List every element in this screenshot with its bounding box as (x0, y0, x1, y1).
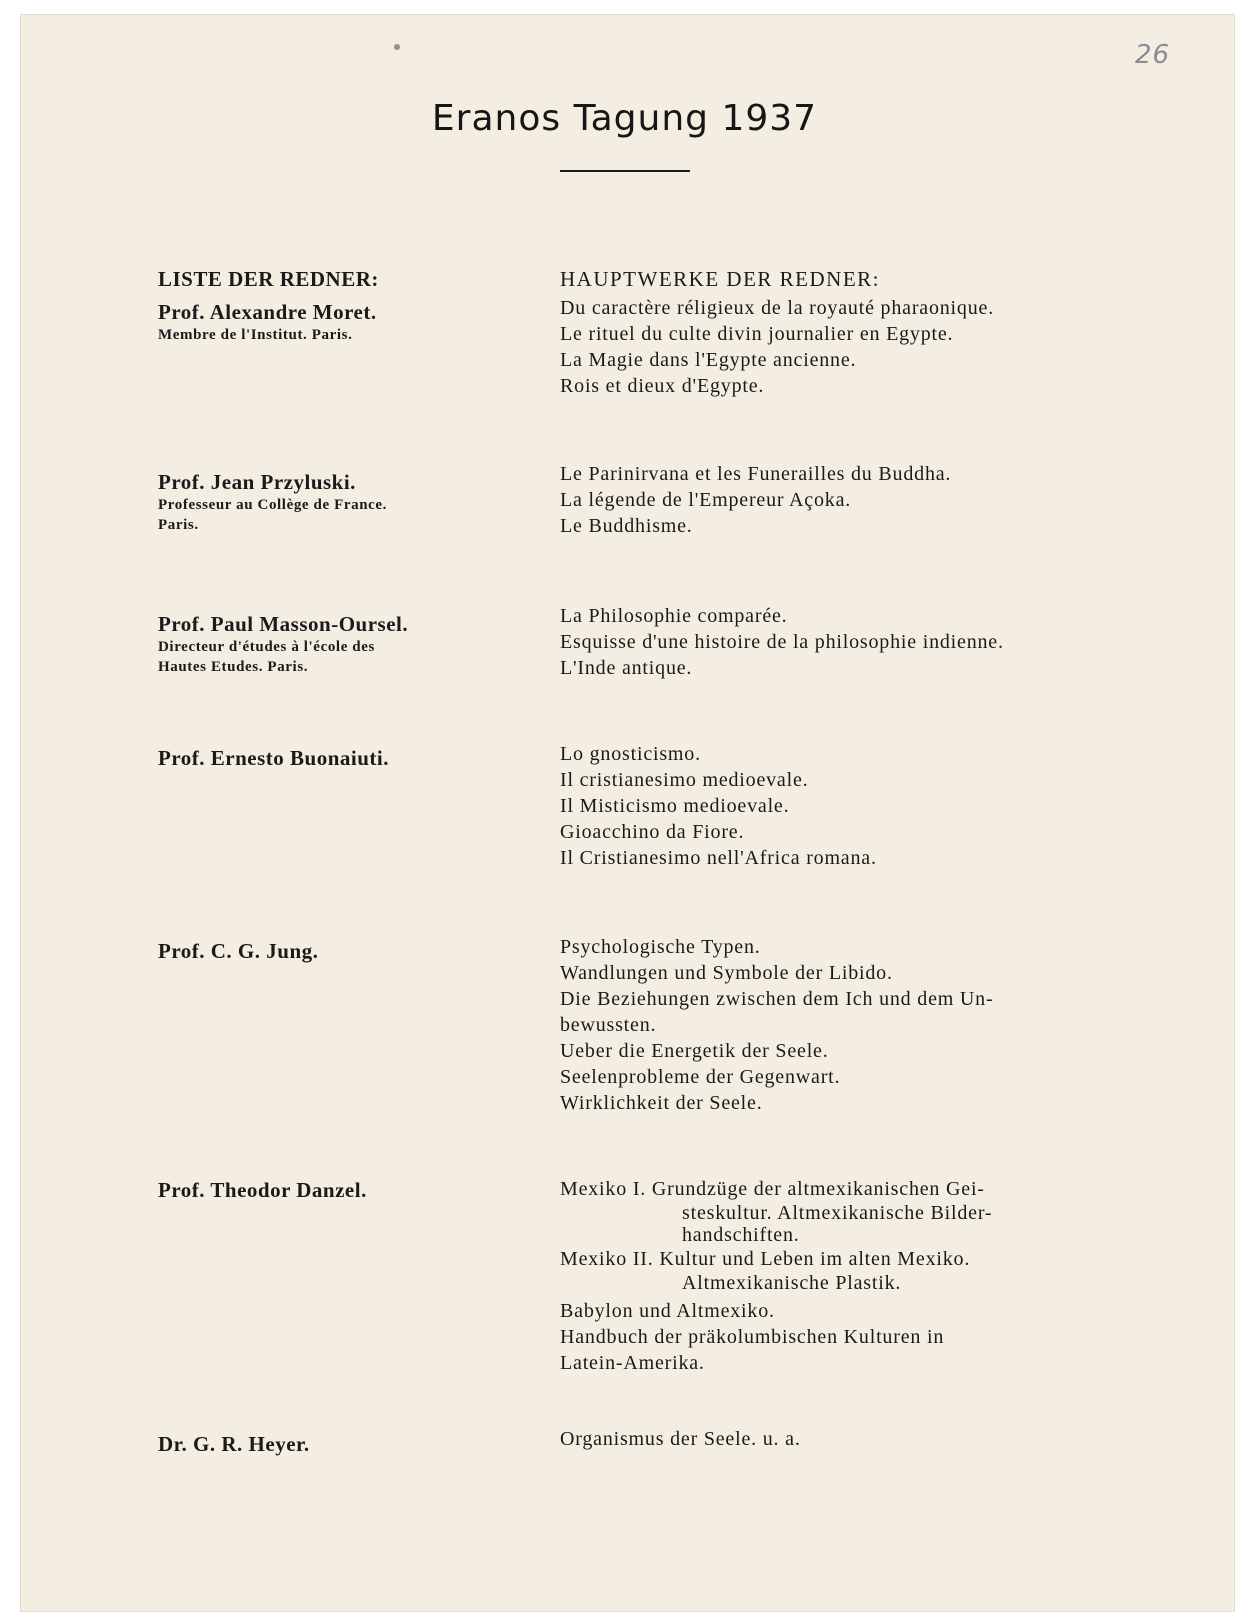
work-item: Ueber die Energetik der Seele. (560, 1040, 829, 1062)
ink-spot (394, 44, 400, 50)
title-underline (560, 170, 690, 172)
work-item: Wirklichkeit der Seele. (560, 1092, 763, 1114)
work-item: Du caractère réligieux de la royauté pharaonique. (560, 297, 994, 319)
work-item: La Magie dans l'Egypte ancienne. (560, 349, 857, 371)
work-item: Babylon und Altmexiko. (560, 1300, 775, 1322)
speaker-affiliation: Paris. (158, 517, 199, 533)
speaker-affiliation: Hautes Etudes. Paris. (158, 659, 309, 675)
speaker-affiliation: Membre de l'Institut. Paris. (158, 327, 353, 343)
work-item: Handbuch der präkolumbischen Kulturen in (560, 1326, 945, 1348)
work-item: Mexiko II. Kultur und Leben im alten Mexiko. (560, 1248, 971, 1270)
speaker-name: Prof. C. G. Jung. (158, 939, 319, 963)
work-item: Wandlungen und Symbole der Libido. (560, 962, 893, 984)
works-masson-oursel (560, 603, 1100, 681)
speaker-moret (158, 300, 518, 345)
speakers-heading: LISTE DER REDNER: (158, 267, 379, 291)
page-title: Eranos Tagung 1937 (431, 98, 818, 139)
work-item: L'Inde antique. (560, 657, 693, 679)
work-item: Organismus der Seele. u. a. (560, 1428, 801, 1450)
work-item: Lo gnosticismo. (560, 743, 701, 765)
speaker-buonaiuti (158, 746, 518, 771)
work-item: Die Beziehungen zwischen dem Ich und dem Un- (560, 988, 994, 1010)
work-item: bewussten. (560, 1014, 657, 1036)
works-heyer (560, 1426, 1100, 1452)
work-item: Gioacchino da Fiore. (560, 821, 745, 843)
speaker-danzel (158, 1178, 518, 1203)
speaker-name: Prof. Theodor Danzel. (158, 1178, 367, 1202)
works-danzel (560, 1176, 1100, 1376)
work-item: Le Buddhisme. (560, 515, 693, 537)
speaker-masson-oursel (158, 612, 518, 677)
page-number: 26 (1135, 40, 1171, 70)
work-item: Il Cristianesimo nell'Africa romana. (560, 847, 877, 869)
work-item-continuation: Altmexikanische Plastik. (682, 1272, 902, 1294)
works-buonaiuti (560, 741, 1100, 871)
speaker-name: Dr. G. R. Heyer. (158, 1432, 310, 1456)
works-przyluski (560, 461, 1100, 539)
speaker-affiliation: Directeur d'études à l'école des (158, 639, 375, 655)
speaker-heyer (158, 1432, 518, 1457)
work-item: Il Misticismo medioevale. (560, 795, 790, 817)
speaker-name: Prof. Paul Masson-Oursel. (158, 612, 409, 636)
works-heading: HAUPTWERKE DER REDNER: (560, 267, 880, 291)
work-item: Rois et dieux d'Egypte. (560, 375, 765, 397)
work-item: Esquisse d'une histoire de la philosophie indienne. (560, 631, 1004, 653)
work-item: La Philosophie comparée. (560, 605, 788, 627)
speaker-name: Prof. Alexandre Moret. (158, 300, 377, 324)
work-item: Il cristianesimo medioevale. (560, 769, 809, 791)
speaker-name: Prof. Ernesto Buonaiuti. (158, 746, 389, 770)
work-item-continuation: steskultur. Altmexikanische Bilder- (682, 1202, 993, 1224)
work-item-continuation: handschiften. (682, 1224, 800, 1246)
speaker-przyluski (158, 470, 518, 535)
work-item: Le Parinirvana et les Funerailles du Buddha. (560, 463, 952, 485)
work-item: Psychologische Typen. (560, 936, 761, 958)
speaker-affiliation: Professeur au Collège de France. (158, 497, 388, 513)
work-item: Le rituel du culte divin journalier en Egypte. (560, 323, 954, 345)
work-item: Mexiko I. Grundzüge der altmexikanischen Gei- (560, 1178, 985, 1200)
works-moret (560, 295, 1100, 399)
speaker-jung (158, 939, 518, 964)
work-item: Latein-Amerika. (560, 1352, 705, 1374)
work-item: Seelenprobleme der Gegenwart. (560, 1066, 841, 1088)
works-jung (560, 934, 1100, 1116)
work-item: La légende de l'Empereur Açoka. (560, 489, 852, 511)
speaker-name: Prof. Jean Przyluski. (158, 470, 356, 494)
